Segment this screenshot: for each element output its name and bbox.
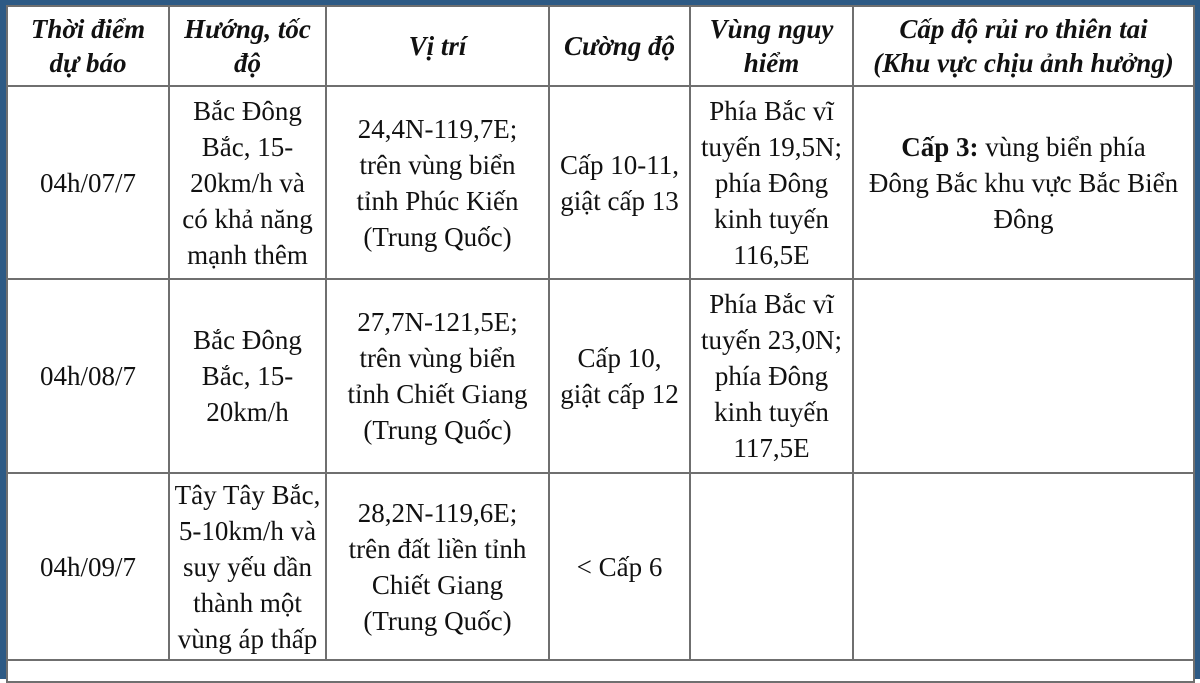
cell-direction: Tây Tây Bắc, 5-10km/h và suy yếu dần thành một vùng áp thấp — [169, 473, 326, 660]
risk-level-label: Cấp 3: — [901, 131, 979, 162]
cell-intensity: Cấp 10-11, giật cấp 13 — [549, 86, 690, 279]
cell-time: 04h/07/7 — [7, 86, 169, 279]
cell-position: 27,7N-121,5E; trên vùng biển tỉnh Chiết Giang (Trung Quốc) — [326, 279, 549, 473]
header-danger-zone: Vùng nguy hiểm — [690, 6, 853, 86]
table-row — [7, 473, 1194, 660]
cell-danger-zone — [690, 473, 853, 660]
cell-risk-level: Cấp 3: vùng biển phía Đông Bắc khu vực Bắc Biển Đông — [853, 86, 1194, 279]
cell-position: 24,4N-119,7E; trên vùng biển tỉnh Phúc Kiến (Trung Quốc) — [326, 86, 549, 279]
cell-position: 28,2N-119,6E; trên đất liền tỉnh Chiết Giang (Trung Quốc) — [326, 473, 549, 660]
cell-direction: Bắc Đông Bắc, 15- 20km/h và có khả năng mạnh thêm — [169, 86, 326, 279]
header-intensity: Cường độ — [549, 6, 690, 86]
cell-time: 04h/09/7 — [7, 473, 169, 660]
table-row — [7, 86, 1194, 279]
header-position: Vị trí — [326, 6, 549, 86]
header-risk-level: Cấp độ rủi ro thiên tai (Khu vực chịu ảnh hưởng) — [853, 6, 1194, 86]
cell-intensity: < Cấp 6 — [549, 473, 690, 660]
cell-risk-level — [853, 279, 1194, 473]
header-direction-speed: Hướng, tốc độ — [169, 6, 326, 86]
table-row — [7, 279, 1194, 473]
header-forecast-time: Thời điểm dự báo — [7, 6, 169, 86]
cell-risk-level — [853, 473, 1194, 660]
cell-danger-zone: Phía Bắc vĩ tuyến 19,5N; phía Đông kinh tuyến 116,5E — [690, 86, 853, 279]
forecast-table — [6, 5, 1195, 683]
cell-intensity: Cấp 10, giật cấp 12 — [549, 279, 690, 473]
cell-direction: Bắc Đông Bắc, 15- 20km/h — [169, 279, 326, 473]
cell-danger-zone: Phía Bắc vĩ tuyến 23,0N; phía Đông kinh tuyến 117,5E — [690, 279, 853, 473]
header-row — [7, 6, 1194, 86]
cell-time: 04h/08/7 — [7, 279, 169, 473]
